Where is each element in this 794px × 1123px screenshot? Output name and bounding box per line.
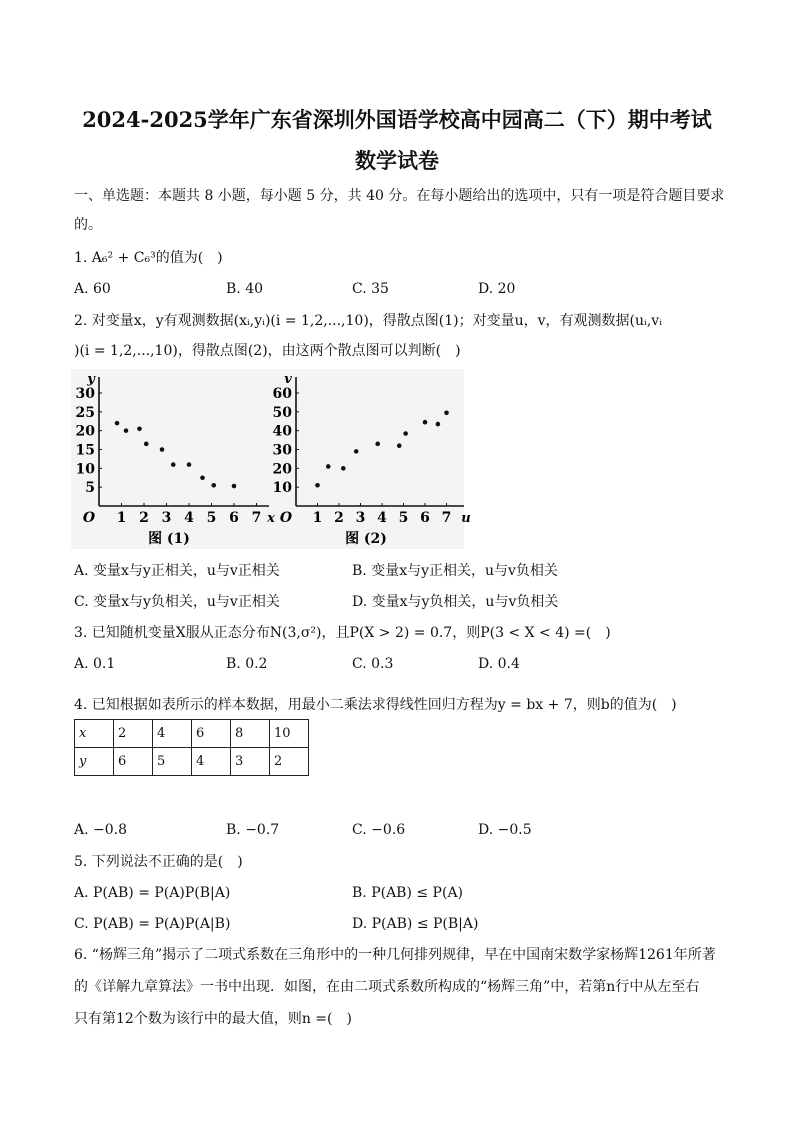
q3-option-b: B. 0.2 bbox=[226, 656, 268, 672]
table-cell: x bbox=[75, 720, 114, 748]
plot2-y-tick-label: 50 bbox=[272, 404, 292, 421]
plot1-x-tick-label: 3 bbox=[161, 510, 172, 526]
table-cell: 8 bbox=[231, 720, 270, 748]
plot1-origin-label: O bbox=[82, 510, 96, 526]
plot2-data-point bbox=[375, 442, 380, 447]
q5-stem: 5. 下列说法不正确的是( ) bbox=[74, 854, 243, 870]
plot1-data-point bbox=[200, 475, 205, 480]
plot2-data-point bbox=[397, 443, 402, 448]
q4-option-b: B. −0.7 bbox=[226, 822, 280, 838]
plot2-y-label: v bbox=[284, 372, 292, 387]
plot1-data-point bbox=[160, 447, 165, 452]
plot2-data-point bbox=[403, 431, 408, 436]
plot1-caption: 图 (1) bbox=[148, 531, 190, 547]
plot2-x-tick-label: 6 bbox=[420, 510, 430, 526]
plot2-x-tick-label: 2 bbox=[334, 510, 344, 526]
plot2-data-point bbox=[423, 420, 428, 425]
q4-option-d: D. −0.5 bbox=[478, 822, 532, 838]
plot2-y-tick-label: 60 bbox=[272, 386, 292, 402]
q1-option-a: A. 60 bbox=[74, 281, 111, 297]
table-cell: 4 bbox=[192, 748, 231, 776]
table-row-x bbox=[75, 720, 309, 748]
plot1-y-tick-label: 30 bbox=[75, 386, 95, 402]
table-cell: 3 bbox=[231, 748, 270, 776]
plot1-data-point bbox=[171, 462, 176, 467]
q6-stem-line1: 6. “杨辉三角”揭示了二项式系数在三角形中的一种几何排列规律，早在中国南宋数学家杨辉1261年所著 bbox=[74, 947, 716, 963]
plot2-y-tick-label: 20 bbox=[272, 461, 292, 478]
plot1-y-tick-label: 5 bbox=[85, 480, 95, 497]
plot1-data-point bbox=[211, 483, 216, 488]
q3-option-c: C. 0.3 bbox=[352, 656, 394, 672]
plot2-x-label: u bbox=[461, 511, 471, 526]
q2-stem-line2: )(i = 1,2,...,10)，得散点图(2)，由这两个散点图可以判断( ) bbox=[74, 343, 461, 359]
q3-option-a: A. 0.1 bbox=[74, 656, 116, 672]
table-cell: 2 bbox=[270, 748, 309, 776]
plot1-x-tick-label: 6 bbox=[229, 510, 239, 526]
plot2-data-point bbox=[436, 422, 441, 427]
table-cell: 10 bbox=[270, 720, 309, 748]
plot2-x-tick-label: 3 bbox=[355, 510, 366, 526]
plot2-x-tick-label: 4 bbox=[377, 510, 387, 526]
plot2-origin-label: O bbox=[279, 510, 293, 526]
plot2-y-tick-label: 40 bbox=[272, 423, 292, 440]
plot1-y-tick-label: 15 bbox=[75, 442, 95, 459]
plot2-x-tick-label: 5 bbox=[398, 510, 409, 526]
scatter-figure bbox=[71, 369, 471, 549]
q5-option-b: B. P(AB) ≤ P(A) bbox=[352, 885, 464, 901]
q6-stem-line2: 的《详解九章算法》一书中出现．如图，在由二项式系数所构成的“杨辉三角”中，若第n行中从左至右 bbox=[74, 979, 700, 995]
plot2-x-tick-label: 1 bbox=[312, 510, 323, 526]
plot2-data-point bbox=[341, 466, 346, 471]
plot1-data-point bbox=[144, 442, 149, 447]
q1-stem: 1. A₆² + C₆³的值为( ) bbox=[74, 250, 223, 266]
q4-data-table bbox=[74, 719, 309, 776]
q4-stem: 4. 已知根据如表所示的样本数据，用最小二乘法求得线性回归方程为y = bx + 7，则b的值为( ) bbox=[74, 697, 677, 713]
q2-option-c: C. 变量x与y负相关，u与v正相关 bbox=[74, 594, 280, 610]
plot1-y-tick-label: 25 bbox=[75, 404, 95, 421]
q2-option-a: A. 变量x与y正相关，u与v正相关 bbox=[74, 563, 280, 579]
q4-option-c: C. −0.6 bbox=[352, 822, 406, 838]
plot1-x-tick-label: 4 bbox=[184, 510, 194, 526]
q2-option-d: D. 变量x与y负相关，u与v负相关 bbox=[352, 594, 559, 610]
q1-option-d: D. 20 bbox=[478, 281, 516, 297]
section-instruction-line2: 的。 bbox=[74, 217, 102, 233]
plot1-data-point bbox=[137, 426, 142, 431]
plot1-data-point bbox=[232, 484, 237, 489]
q1-option-c: C. 35 bbox=[352, 281, 389, 297]
plot1-x-tick-label: 1 bbox=[116, 510, 127, 526]
plot2-caption: 图 (2) bbox=[345, 531, 387, 547]
plot1-data-point bbox=[124, 428, 129, 433]
plot1-x-tick-label: 5 bbox=[206, 510, 217, 526]
q3-stem: 3. 已知随机变量X服从正态分布N(3,σ²)，且P(X > 2) = 0.7，则P(3 < X < 4) =( ) bbox=[74, 625, 611, 641]
q6-stem-line3: 只有第12个数为该行中的最大值，则n =( ) bbox=[74, 1011, 352, 1027]
exam-subtitle: 数学试卷 bbox=[355, 148, 439, 173]
plot2-data-point bbox=[315, 483, 320, 488]
table-cell: 2 bbox=[114, 720, 153, 748]
q5-option-a: A. P(AB) = P(A)P(B|A) bbox=[74, 885, 231, 901]
q3-option-d: D. 0.4 bbox=[478, 656, 520, 672]
plot1-data-point bbox=[115, 421, 120, 426]
plot2-data-point bbox=[354, 449, 359, 454]
plot1-y-label: y bbox=[87, 372, 95, 387]
q2-option-b: B. 变量x与y正相关，u与v负相关 bbox=[352, 563, 558, 579]
table-cell: y bbox=[75, 748, 114, 776]
table-row-y bbox=[75, 748, 309, 776]
plot2-data-point bbox=[326, 464, 331, 469]
plot2-data-point bbox=[444, 410, 449, 415]
q5-option-c: C. P(AB) = P(A)P(A|B) bbox=[74, 916, 231, 932]
q4-option-a: A. −0.8 bbox=[74, 822, 128, 838]
plot1-y-tick-label: 20 bbox=[75, 423, 95, 440]
table-cell: 6 bbox=[192, 720, 231, 748]
exam-title: 2024-2025学年广东省深圳外国语学校高中园高二（下）期中考试 bbox=[82, 107, 712, 132]
plot1-data-point bbox=[187, 462, 192, 467]
plot1-x-tick-label: 7 bbox=[251, 510, 262, 526]
q2-stem-line1: 2. 对变量x，y有观测数据(xᵢ,yᵢ)(i = 1,2,...,10)，得散点图(1)；对变量u，v，有观测数据(uᵢ,vᵢ bbox=[74, 313, 663, 329]
plot1-y-tick-label: 10 bbox=[75, 461, 95, 478]
scatter-plots bbox=[71, 369, 471, 549]
table-cell: 6 bbox=[114, 748, 153, 776]
table-cell: 5 bbox=[153, 748, 192, 776]
q1-option-b: B. 40 bbox=[226, 281, 264, 297]
plot1-x-label: x bbox=[267, 511, 275, 526]
table-cell: 4 bbox=[153, 720, 192, 748]
plot2-y-tick-label: 30 bbox=[272, 442, 292, 459]
plot2-y-tick-label: 10 bbox=[272, 480, 292, 497]
plot1-x-tick-label: 2 bbox=[139, 510, 149, 526]
plot2-x-tick-label: 7 bbox=[441, 510, 452, 526]
q5-option-d: D. P(AB) ≤ P(B|A) bbox=[352, 916, 479, 932]
section-instruction-line1: 一、单选题：本题共 8 小题，每小题 5 分，共 40 分。在每小题给出的选项中，只有一项是符合题目要求 bbox=[74, 188, 725, 204]
